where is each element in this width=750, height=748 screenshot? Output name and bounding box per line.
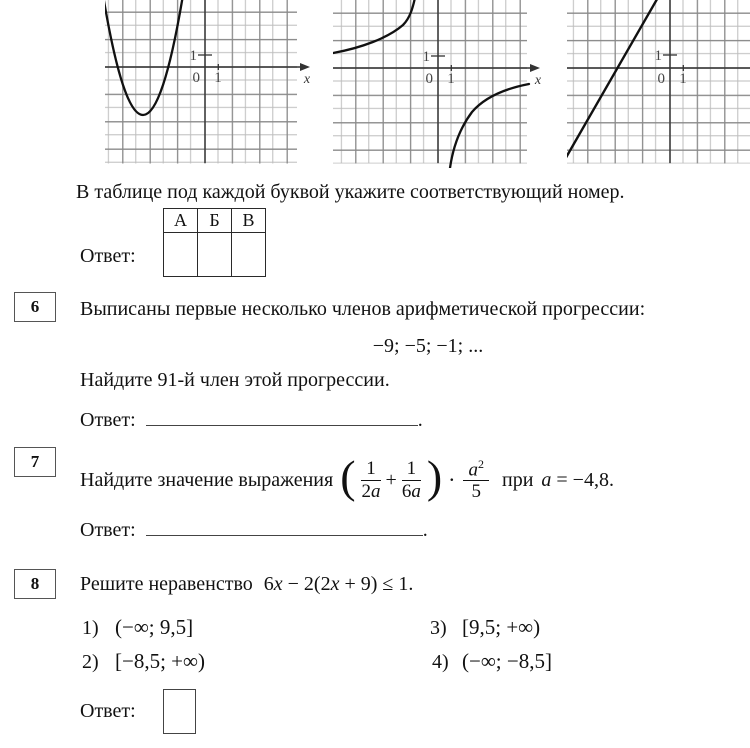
x-axis-arrow [530,64,540,72]
exponent: 2 [477,456,484,471]
answer-table [163,208,266,277]
problem6-answer-row [80,407,423,431]
variable-a: a [468,458,478,480]
problem6-sequence: −9; −5; −1; ... [372,335,484,357]
fraction-1-denominator: 2a [361,480,381,502]
fraction-2 [400,458,423,502]
option-2-number: 2) [82,651,99,673]
option-2-text: [−8,5; +∞) [115,649,205,673]
multiplication-dot: · [448,467,456,492]
graph-strip [0,0,750,168]
answer6-label: Ответ: [80,409,136,431]
answer-cell-b [198,233,232,277]
x-axis-arrow [300,63,310,71]
problem6-statement: Выписаны первые несколько членов арифметической прогрессии: [80,298,646,320]
answer-cell-a [164,233,198,277]
matching-instruction: В таблице под каждой буквой укажите соответствующий номер. [76,181,625,203]
fraction-3-denominator: 5 [471,481,481,503]
grid-background [105,0,297,164]
fraction-3 [463,458,489,503]
answer7-line [146,517,423,536]
problem8-statement-row [80,573,413,595]
plus-sign: + [385,468,397,491]
answer-table-header-b: Б [198,209,232,233]
x-unit-label: 1 [447,71,455,87]
origin-label: 0 [657,71,665,87]
option-1-number: 1) [82,617,99,639]
answer6-line [146,407,418,426]
option-4-number: 4) [432,651,449,673]
fraction-3-numerator [463,458,489,482]
problem8-number-box [14,569,56,599]
answer-table-header-row [164,209,266,233]
answer-table-header-a: А [164,209,198,233]
problem6-question: Найдите 91-й член этой прогрессии. [80,369,390,391]
answer7-label: Ответ: [80,519,136,541]
problem7-statement-prefix: Найдите значение выражения [80,468,334,491]
problem6-number: 6 [30,297,40,316]
answer-table-header-v: В [232,209,266,233]
problem7-number-box [14,447,56,477]
x-unit-label: 1 [679,71,687,87]
graph-panel-hyperbola [333,0,547,168]
option-4-text: (−∞; −8,5] [462,649,552,673]
problem7-condition: a = −4,8. [541,468,614,491]
graph-panel-parabola [105,0,317,168]
fraction-2-denominator: 6a [401,480,421,502]
problem8-inequality: 6x − 2(2x + 9) ≤ 1. [263,573,414,595]
answer6-period: . [417,409,423,431]
answer7-period: . [422,519,428,541]
answer-label-graphs: Ответ: [80,245,136,267]
option-3-text: [9,5; +∞) [462,615,541,639]
origin-label: 0 [192,70,200,86]
origin-label: 0 [425,71,433,87]
x-axis-label: x [303,72,311,87]
answer8-label: Ответ: [80,700,136,722]
y-unit-label: 1 [654,48,662,64]
x-axis-label: x [534,73,542,88]
problem8-number: 8 [30,574,40,593]
graph-panel-line [567,0,750,168]
fraction-2-numerator: 1 [402,458,422,480]
option-1-text: (−∞; 9,5] [115,615,194,639]
y-unit-label: 1 [422,49,430,65]
option-3-number: 3) [430,617,447,639]
problem7-statement-row: Найдите значение выражения ( $\frac{1}{2a}$ + $\frac{1}{6a}$ ) · $\frac{a^2}{5}$ при a = −4,8. [80,451,614,503]
y-unit-label: 1 [189,48,197,64]
fraction-1-numerator: 1 [361,458,381,480]
answer8-box [163,689,196,734]
problem7-number: 7 [30,452,40,471]
answer-cell-v [232,233,266,277]
problem7-answer-row [80,517,428,541]
x-unit-label: 1 [214,70,222,86]
problem7-at-word: при [501,468,534,491]
problem6-number-box [14,292,56,322]
answer-table-body-row [164,233,266,277]
fraction-1 [360,458,383,502]
problem8-statement-prefix: Решите неравенство [80,573,253,595]
